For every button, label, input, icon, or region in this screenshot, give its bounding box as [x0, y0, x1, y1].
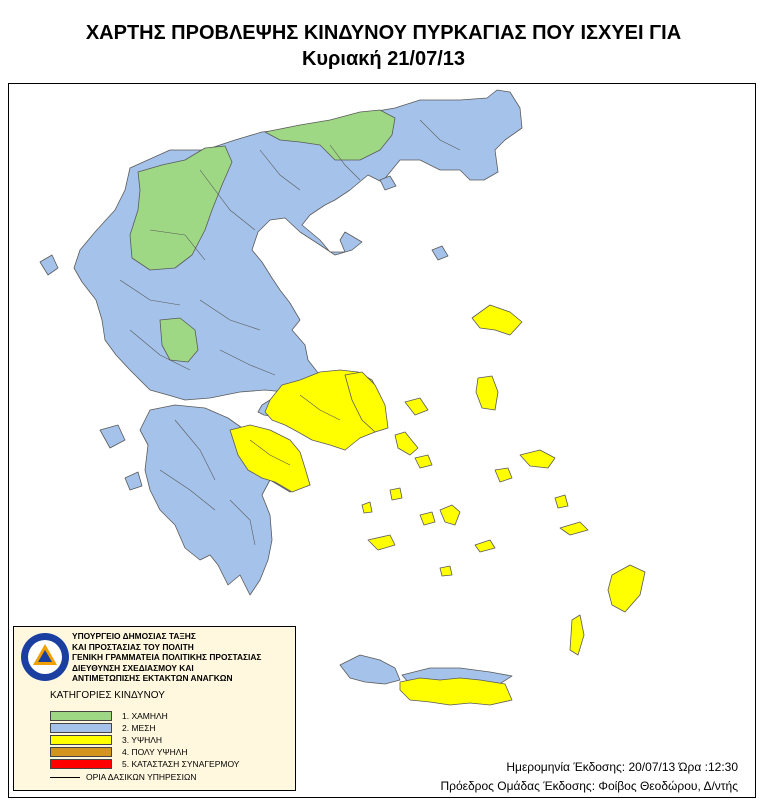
island-chios: [476, 376, 498, 410]
high-swatch: [50, 735, 112, 745]
island-tinos: [415, 455, 432, 468]
island-ikaria: [495, 468, 512, 482]
ministry-line: ΑΝΤΙΜΕΤΩΠΙΣΗΣ ΕΚΤΑΚΤΩΝ ΑΝΑΓΚΩΝ: [72, 673, 233, 683]
island-kos: [560, 522, 588, 535]
island-naxos: [440, 505, 460, 525]
alarm-swatch: [50, 759, 112, 769]
ministry-line: ΥΠΟΥΡΓΕΙΟ ΔΗΜΟΣΙΑΣ ΤΑΞΗΣ: [72, 631, 196, 641]
issue-date-line: Ημερομηνία Έκδοσης: 20/07/13 Ώρα :12:30: [506, 760, 738, 774]
map-title: ΧΑΡΤΗΣ ΠΡΟΒΛΕΨΗΣ ΚΙΝΔΥΝΟΥ ΠΥΡΚΑΓΙΑΣ ΠΟΥ ΙΣΧΥΕΙ ΓΙΑ: [85, 22, 682, 44]
category-label: 5. ΚΑΤΑΣΤΑΣΗ ΣΥΝΑΓΕΡΜΟΥ: [122, 759, 240, 769]
legend-box: [13, 626, 296, 791]
island-skyros: [405, 398, 428, 415]
forest-boundary-label: ΟΡΙΑ ΔΑΣΙΚΩΝ ΥΠΗΡΕΣΙΩΝ: [86, 772, 197, 782]
low-swatch: [50, 711, 112, 721]
island-samos: [520, 450, 555, 468]
peloponnese-region: [140, 405, 310, 595]
map-date: Κυριακή 21/07/13: [301, 48, 466, 70]
category-label: 1. ΧΑΜΗΛΗ: [122, 711, 168, 721]
island-kefalonia: [100, 425, 125, 448]
medium-swatch: [50, 723, 112, 733]
island-amorgos: [475, 540, 495, 552]
island-santorini: [440, 566, 452, 576]
ministry-heading: [72, 631, 261, 684]
category-label: 2. ΜΕΣΗ: [122, 723, 156, 733]
island-lemnos: [432, 246, 448, 260]
ministry-line: ΔΙΕΥΘΥΝΣΗ ΣΧΕΔΙΑΣΜΟΥ ΚΑΙ: [72, 662, 194, 673]
ministry-line: ΓΕΝΙΚΗ ΓΡΑΜΜΑΤΕΙΑ ΠΟΛΙΤΙΚΗΣ ΠΡΟΣΤΑΣΙΑΣ: [72, 652, 262, 662]
crete-east-yellow: [400, 678, 512, 705]
island-milos: [368, 535, 395, 550]
civil-protection-emblem-icon: [20, 632, 70, 682]
crete-central-west: [340, 655, 400, 684]
category-label: 3. ΥΨΗΛΗ: [122, 735, 163, 745]
category-label: 4. ΠΟΛΥ ΥΨΗΛΗ: [122, 747, 188, 757]
island-lesvos: [472, 305, 522, 335]
island-paros: [420, 512, 435, 525]
island-karpathos: [570, 615, 584, 655]
ministry-line: ΚΑΙ ΠΡΟΣΤΑΣΙΑΣ ΤΟΥ ΠΟΛΙΤΗ: [72, 641, 194, 652]
forest-boundary-line: [50, 777, 80, 778]
island-syros: [390, 488, 402, 500]
island-rhodes: [608, 565, 645, 612]
island-zakynthos: [125, 472, 142, 490]
island-corfu: [40, 255, 58, 275]
island-kythnos: [362, 502, 372, 513]
island-kalymnos: [555, 495, 568, 508]
very-high-swatch: [50, 747, 112, 757]
island-andros: [395, 432, 418, 455]
chair-line: Πρόεδρος Ομάδας Έκδοσης: Φοίβος Θεοδώρου, Δ/ντής: [440, 779, 738, 793]
categories-title: ΚΑΤΗΓΟΡΙΕΣ ΚΙΝΔΥΝΟΥ: [50, 690, 165, 701]
